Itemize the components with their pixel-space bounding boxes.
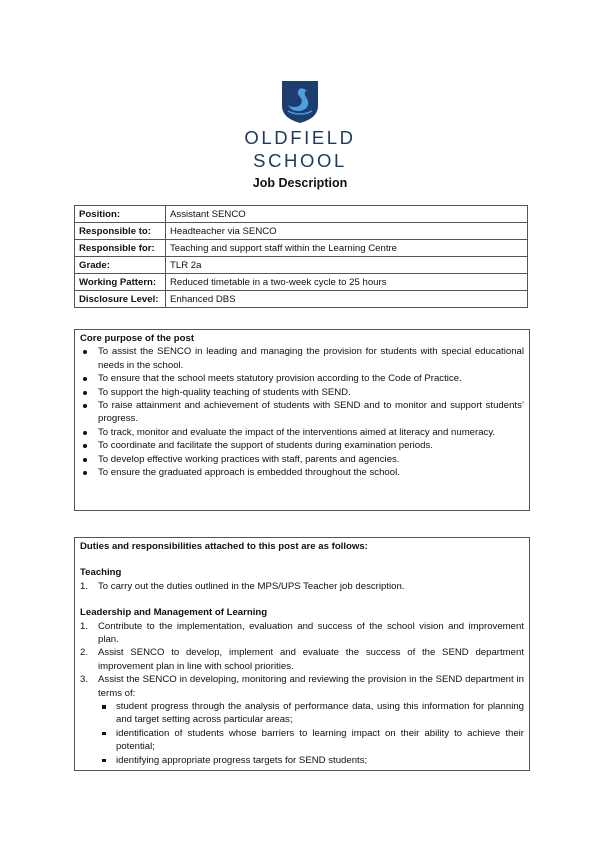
table-row bbox=[75, 291, 528, 308]
list-item: To support the high-quality teaching of students with SEND. bbox=[80, 386, 524, 399]
item-number: 1. bbox=[80, 580, 89, 592]
item-number: 2. bbox=[80, 647, 89, 659]
list-item bbox=[80, 580, 524, 593]
list-item: To ensure the graduated approach is embedded throughout the school. bbox=[80, 466, 524, 479]
position-details-table bbox=[74, 205, 528, 308]
list-item: To assist the SENCO in leading and managing the provision for students with special educational needs in the school. bbox=[80, 345, 524, 372]
item-text: To carry out the duties outlined in the MPS/UPS Teacher job description. bbox=[98, 580, 405, 592]
duties-heading: Duties and responsibilities attached to this post are as follows: bbox=[80, 541, 368, 552]
row-value: Reduced timetable in a two-week cycle to 25 hours bbox=[166, 274, 528, 291]
row-label: Position: bbox=[75, 206, 166, 223]
core-purpose-heading: Core purpose of the post bbox=[80, 333, 195, 344]
duties-box bbox=[74, 537, 530, 771]
core-purpose-box bbox=[74, 329, 530, 511]
list-item: To track, monitor and evaluate the impact of the interventions aimed at literacy and numeracy. bbox=[80, 426, 524, 439]
leadership-heading: Leadership and Management of Learning bbox=[80, 607, 268, 619]
table-row bbox=[75, 223, 528, 240]
row-value: Assistant SENCO bbox=[166, 206, 528, 223]
list-item: identifying appropriate progress targets for SEND students; bbox=[100, 754, 524, 767]
list-item: To coordinate and facilitate the support of students during examination periods. bbox=[80, 439, 524, 452]
table-row bbox=[75, 274, 528, 291]
table-row bbox=[75, 257, 528, 274]
school-name-line1: OLDFIELD bbox=[244, 127, 356, 148]
row-value: Teaching and support staff within the Learning Centre bbox=[166, 240, 528, 257]
core-purpose-list bbox=[80, 345, 524, 479]
table-row bbox=[75, 206, 528, 223]
teaching-list bbox=[80, 580, 524, 593]
item-number: 3. bbox=[80, 674, 89, 686]
table-row bbox=[75, 240, 528, 257]
list-item bbox=[80, 646, 524, 673]
item-number: 1. bbox=[80, 620, 89, 632]
list-item: To ensure that the school meets statutory provision according to the Code of Practice. bbox=[80, 372, 524, 385]
row-label: Responsible for: bbox=[75, 240, 166, 257]
row-value: Headteacher via SENCO bbox=[166, 223, 528, 240]
document-title: Job Description bbox=[252, 176, 348, 190]
swan-crest-icon bbox=[281, 80, 319, 124]
school-name-line2: SCHOOL bbox=[253, 150, 347, 171]
leadership-list bbox=[80, 620, 524, 700]
row-label: Working Pattern: bbox=[75, 274, 166, 291]
row-label: Responsible to: bbox=[75, 223, 166, 240]
item-text: Contribute to the implementation, evaluation and success of the school vision and improvement plan. bbox=[98, 620, 524, 646]
row-value: Enhanced DBS bbox=[166, 291, 528, 308]
row-value: TLR 2a bbox=[166, 257, 528, 274]
list-item bbox=[80, 673, 524, 700]
list-item bbox=[80, 620, 524, 647]
teaching-heading: Teaching bbox=[80, 567, 122, 579]
list-item: identification of students whose barriers to learning impact on their ability to achieve their potential; bbox=[100, 727, 524, 754]
row-label: Grade: bbox=[75, 257, 166, 274]
list-item: To raise attainment and achievement of students with SEND and to monitor and support students’ progress. bbox=[80, 399, 524, 426]
row-label: Disclosure Level: bbox=[75, 291, 166, 308]
list-item: To develop effective working practices with staff, parents and agencies. bbox=[80, 453, 524, 466]
item-text: Assist SENCO to develop, implement and evaluate the success of the SEND department improvement plan in line with school priorities. bbox=[98, 647, 524, 672]
provision-sublist bbox=[80, 700, 524, 767]
school-logo bbox=[0, 80, 600, 170]
item-text: Assist the SENCO in developing, monitoring and reviewing the provision in the SEND department in terms of: bbox=[98, 674, 524, 699]
list-item: student progress through the analysis of performance data, using this information for planning and target setting across particular areas; bbox=[100, 700, 524, 727]
